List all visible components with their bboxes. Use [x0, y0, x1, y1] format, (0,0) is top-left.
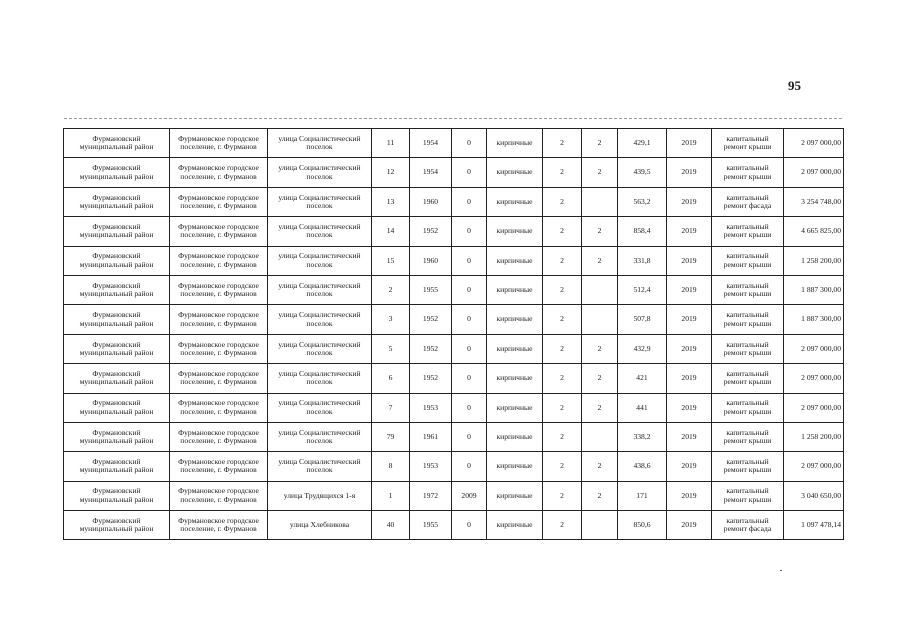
street-cell: улица Социалистический поселок [268, 187, 372, 216]
settlement-cell: Фурмановское городское поселение, г. Фурманов [170, 334, 268, 363]
table-row [64, 129, 844, 158]
restoration-year-cell: 0 [452, 158, 487, 187]
district-cell: Фурмановский муниципальный район [64, 481, 170, 510]
house-number-cell: 14 [372, 217, 410, 246]
district-cell: Фурмановский муниципальный район [64, 275, 170, 304]
floors-cell: 2 [543, 217, 582, 246]
district-cell: Фурмановский муниципальный район [64, 334, 170, 363]
cost-cell: 1 887 300,00 [784, 305, 844, 334]
house-number-cell: 12 [372, 158, 410, 187]
work-type-cell: капитальный ремонт крыши [712, 334, 784, 363]
restoration-year-cell: 0 [452, 334, 487, 363]
entrances-cell [582, 511, 618, 540]
wall-material-cell: кирпичные [487, 305, 543, 334]
wall-material-cell: кирпичные [487, 334, 543, 363]
district-cell: Фурмановский муниципальный район [64, 217, 170, 246]
settlement-cell: Фурмановское городское поселение, г. Фурманов [170, 511, 268, 540]
year-built-cell: 1953 [410, 393, 452, 422]
page-number: 95 [788, 78, 801, 93]
street-cell: улица Социалистический поселок [268, 452, 372, 481]
year-built-cell: 1960 [410, 187, 452, 216]
area-cell: 338,2 [618, 422, 667, 451]
area-cell: 512,4 [618, 275, 667, 304]
area-cell: 563,2 [618, 187, 667, 216]
restoration-year-cell: 0 [452, 452, 487, 481]
cost-cell: 1 258 200,00 [784, 246, 844, 275]
entrances-cell: 2 [582, 364, 618, 393]
district-cell: Фурмановский муниципальный район [64, 452, 170, 481]
work-type-cell: капитальный ремонт крыши [712, 246, 784, 275]
table-row [64, 275, 844, 304]
house-number-cell: 40 [372, 511, 410, 540]
wall-material-cell: кирпичные [487, 511, 543, 540]
work-type-cell: капитальный ремонт крыши [712, 393, 784, 422]
header-divider [64, 118, 842, 119]
settlement-cell: Фурмановское городское поселение, г. Фурманов [170, 187, 268, 216]
entrances-cell [582, 422, 618, 451]
work-type-cell: капитальный ремонт крыши [712, 305, 784, 334]
wall-material-cell: кирпичные [487, 393, 543, 422]
year-built-cell: 1952 [410, 334, 452, 363]
house-number-cell: 6 [372, 364, 410, 393]
year-built-cell: 1953 [410, 452, 452, 481]
floors-cell: 2 [543, 452, 582, 481]
year-built-cell: 1952 [410, 364, 452, 393]
restoration-year-cell: 0 [452, 422, 487, 451]
cost-cell: 2 097 000,00 [784, 158, 844, 187]
plan-year-cell: 2019 [667, 481, 712, 510]
table-row [64, 246, 844, 275]
floors-cell: 2 [543, 187, 582, 216]
wall-material-cell: кирпичные [487, 158, 543, 187]
entrances-cell: 2 [582, 158, 618, 187]
settlement-cell: Фурмановское городское поселение, г. Фурманов [170, 422, 268, 451]
house-number-cell: 2 [372, 275, 410, 304]
area-cell: 421 [618, 364, 667, 393]
wall-material-cell: кирпичные [487, 275, 543, 304]
floors-cell: 2 [543, 334, 582, 363]
wall-material-cell: кирпичные [487, 364, 543, 393]
floors-cell: 2 [543, 511, 582, 540]
plan-year-cell: 2019 [667, 129, 712, 158]
settlement-cell: Фурмановское городское поселение, г. Фурманов [170, 246, 268, 275]
cost-cell: 2 097 000,00 [784, 364, 844, 393]
table-row [64, 422, 844, 451]
entrances-cell: 2 [582, 246, 618, 275]
wall-material-cell: кирпичные [487, 481, 543, 510]
settlement-cell: Фурмановское городское поселение, г. Фурманов [170, 129, 268, 158]
plan-year-cell: 2019 [667, 158, 712, 187]
house-number-cell: 8 [372, 452, 410, 481]
settlement-cell: Фурмановское городское поселение, г. Фурманов [170, 217, 268, 246]
entrances-cell: 2 [582, 393, 618, 422]
wall-material-cell: кирпичные [487, 217, 543, 246]
street-cell: улица Социалистический поселок [268, 158, 372, 187]
floors-cell: 2 [543, 275, 582, 304]
area-cell: 429,1 [618, 129, 667, 158]
street-cell: улица Социалистический поселок [268, 305, 372, 334]
table-row [64, 452, 844, 481]
entrances-cell: 2 [582, 452, 618, 481]
plan-year-cell: 2019 [667, 364, 712, 393]
district-cell: Фурмановский муниципальный район [64, 305, 170, 334]
cost-cell: 3 040 650,00 [784, 481, 844, 510]
district-cell: Фурмановский муниципальный район [64, 364, 170, 393]
plan-year-cell: 2019 [667, 511, 712, 540]
table-row [64, 305, 844, 334]
work-type-cell: капитальный ремонт крыши [712, 481, 784, 510]
work-type-cell: капитальный ремонт крыши [712, 422, 784, 451]
floors-cell: 2 [543, 158, 582, 187]
year-built-cell: 1955 [410, 275, 452, 304]
restoration-year-cell: 0 [452, 393, 487, 422]
floors-cell: 2 [543, 422, 582, 451]
area-cell: 438,6 [618, 452, 667, 481]
restoration-year-cell: 2009 [452, 481, 487, 510]
year-built-cell: 1972 [410, 481, 452, 510]
year-built-cell: 1952 [410, 305, 452, 334]
plan-year-cell: 2019 [667, 393, 712, 422]
settlement-cell: Фурмановское городское поселение, г. Фурманов [170, 481, 268, 510]
cost-cell: 1 887 300,00 [784, 275, 844, 304]
restoration-year-cell: 0 [452, 246, 487, 275]
restoration-year-cell: 0 [452, 129, 487, 158]
plan-year-cell: 2019 [667, 452, 712, 481]
area-cell: 858,4 [618, 217, 667, 246]
house-number-cell: 15 [372, 246, 410, 275]
street-cell: улица Социалистический поселок [268, 275, 372, 304]
settlement-cell: Фурмановское городское поселение, г. Фурманов [170, 364, 268, 393]
plan-year-cell: 2019 [667, 217, 712, 246]
table-row [64, 158, 844, 187]
street-cell: улица Социалистический поселок [268, 364, 372, 393]
street-cell: улица Социалистический поселок [268, 129, 372, 158]
cost-cell: 1 258 200,00 [784, 422, 844, 451]
settlement-cell: Фурмановское городское поселение, г. Фурманов [170, 452, 268, 481]
wall-material-cell: кирпичные [487, 452, 543, 481]
year-built-cell: 1955 [410, 511, 452, 540]
table-row [64, 217, 844, 246]
table-row [64, 481, 844, 510]
plan-year-cell: 2019 [667, 187, 712, 216]
house-number-cell: 3 [372, 305, 410, 334]
settlement-cell: Фурмановское городское поселение, г. Фурманов [170, 275, 268, 304]
area-cell: 441 [618, 393, 667, 422]
year-built-cell: 1954 [410, 129, 452, 158]
wall-material-cell: кирпичные [487, 129, 543, 158]
entrances-cell: 2 [582, 129, 618, 158]
street-cell: улица Социалистический поселок [268, 246, 372, 275]
year-built-cell: 1952 [410, 217, 452, 246]
street-cell: улица Хлебникова [268, 511, 372, 540]
house-number-cell: 1 [372, 481, 410, 510]
table-row [64, 187, 844, 216]
work-type-cell: капитальный ремонт крыши [712, 217, 784, 246]
plan-year-cell: 2019 [667, 275, 712, 304]
settlement-cell: Фурмановское городское поселение, г. Фурманов [170, 305, 268, 334]
entrances-cell: 2 [582, 481, 618, 510]
house-number-cell: 7 [372, 393, 410, 422]
work-type-cell: капитальный ремонт крыши [712, 129, 784, 158]
restoration-year-cell: 0 [452, 305, 487, 334]
street-cell: улица Трудящихся 1-я [268, 481, 372, 510]
district-cell: Фурмановский муниципальный район [64, 511, 170, 540]
table-row [64, 334, 844, 363]
cost-cell: 4 665 825,00 [784, 217, 844, 246]
street-cell: улица Социалистический поселок [268, 217, 372, 246]
plan-year-cell: 2019 [667, 246, 712, 275]
district-cell: Фурмановский муниципальный район [64, 129, 170, 158]
floors-cell: 2 [543, 305, 582, 334]
street-cell: улица Социалистический поселок [268, 334, 372, 363]
district-cell: Фурмановский муниципальный район [64, 158, 170, 187]
table-row [64, 393, 844, 422]
housing-registry-table [63, 128, 844, 540]
plan-year-cell: 2019 [667, 422, 712, 451]
plan-year-cell: 2019 [667, 334, 712, 363]
house-number-cell: 5 [372, 334, 410, 363]
cost-cell: 2 097 000,00 [784, 452, 844, 481]
area-cell: 850,6 [618, 511, 667, 540]
entrances-cell: 2 [582, 334, 618, 363]
entrances-cell [582, 305, 618, 334]
cost-cell: 2 097 000,00 [784, 129, 844, 158]
house-number-cell: 11 [372, 129, 410, 158]
table-body [64, 129, 844, 540]
settlement-cell: Фурмановское городское поселение, г. Фурманов [170, 393, 268, 422]
work-type-cell: капитальный ремонт крыши [712, 452, 784, 481]
floors-cell: 2 [543, 246, 582, 275]
house-number-cell: 13 [372, 187, 410, 216]
restoration-year-cell: 0 [452, 511, 487, 540]
entrances-cell: 2 [582, 217, 618, 246]
year-built-cell: 1960 [410, 246, 452, 275]
work-type-cell: капитальный ремонт крыши [712, 158, 784, 187]
wall-material-cell: кирпичные [487, 187, 543, 216]
floors-cell: 2 [543, 129, 582, 158]
district-cell: Фурмановский муниципальный район [64, 246, 170, 275]
area-cell: 432,9 [618, 334, 667, 363]
district-cell: Фурмановский муниципальный район [64, 422, 170, 451]
area-cell: 439,5 [618, 158, 667, 187]
scan-speck [780, 570, 782, 571]
plan-year-cell: 2019 [667, 305, 712, 334]
street-cell: улица Социалистический поселок [268, 422, 372, 451]
area-cell: 171 [618, 481, 667, 510]
cost-cell: 2 097 000,00 [784, 334, 844, 363]
floors-cell: 2 [543, 364, 582, 393]
restoration-year-cell: 0 [452, 187, 487, 216]
work-type-cell: капитальный ремонт крыши [712, 275, 784, 304]
entrances-cell [582, 187, 618, 216]
wall-material-cell: кирпичные [487, 246, 543, 275]
floors-cell: 2 [543, 481, 582, 510]
floors-cell: 2 [543, 393, 582, 422]
cost-cell: 2 097 000,00 [784, 393, 844, 422]
restoration-year-cell: 0 [452, 275, 487, 304]
year-built-cell: 1961 [410, 422, 452, 451]
restoration-year-cell: 0 [452, 364, 487, 393]
entrances-cell [582, 275, 618, 304]
district-cell: Фурмановский муниципальный район [64, 187, 170, 216]
street-cell: улица Социалистический поселок [268, 393, 372, 422]
table-row [64, 364, 844, 393]
cost-cell: 3 254 748,00 [784, 187, 844, 216]
work-type-cell: капитальный ремонт крыши [712, 364, 784, 393]
work-type-cell: капитальный ремонт фасада [712, 187, 784, 216]
settlement-cell: Фурмановское городское поселение, г. Фурманов [170, 158, 268, 187]
work-type-cell: капитальный ремонт фасада [712, 511, 784, 540]
cost-cell: 1 097 478,14 [784, 511, 844, 540]
district-cell: Фурмановский муниципальный район [64, 393, 170, 422]
restoration-year-cell: 0 [452, 217, 487, 246]
wall-material-cell: кирпичные [487, 422, 543, 451]
area-cell: 331,8 [618, 246, 667, 275]
year-built-cell: 1954 [410, 158, 452, 187]
house-number-cell: 79 [372, 422, 410, 451]
table-row [64, 511, 844, 540]
area-cell: 507,8 [618, 305, 667, 334]
